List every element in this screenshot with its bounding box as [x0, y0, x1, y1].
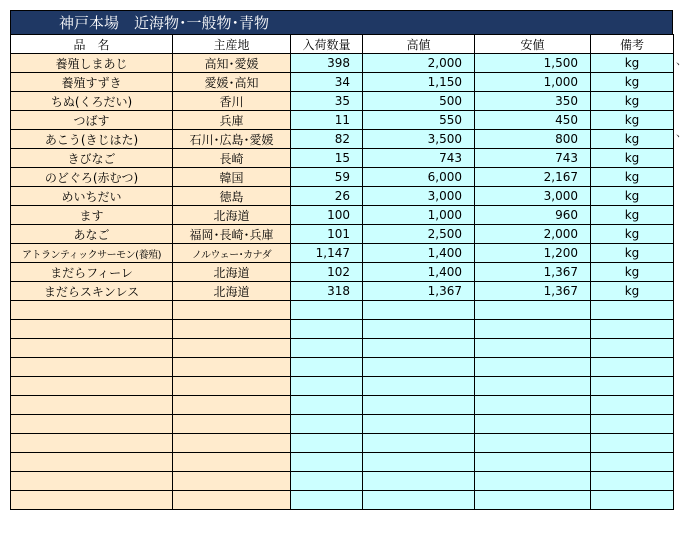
cell-name[interactable]: つばす — [11, 111, 173, 130]
cell-quantity[interactable]: 11 — [291, 111, 363, 130]
cell-name[interactable]: めいちだい — [11, 187, 173, 206]
empty-cell[interactable] — [363, 396, 475, 415]
empty-cell[interactable] — [173, 491, 291, 510]
cell-note[interactable]: kg — [591, 225, 674, 244]
empty-cell[interactable] — [363, 453, 475, 472]
cell-origin[interactable]: 北海道 — [173, 282, 291, 301]
empty-cell[interactable] — [591, 396, 674, 415]
empty-cell[interactable] — [475, 472, 591, 491]
empty-cell[interactable] — [173, 415, 291, 434]
empty-cell[interactable] — [363, 320, 475, 339]
cell-low-price[interactable]: 1,367 — [475, 263, 591, 282]
cell-name[interactable]: のどぐろ(赤むつ) — [11, 168, 173, 187]
cell-high-price[interactable]: 2,500 — [363, 225, 475, 244]
empty-row — [11, 396, 674, 415]
cell-origin[interactable]: 石川･広島･愛媛 — [173, 130, 291, 149]
empty-row — [11, 358, 674, 377]
cell-origin[interactable]: 高知･愛媛 — [173, 54, 291, 73]
cell-high-price[interactable]: 2,000 — [363, 54, 475, 73]
cell-quantity[interactable]: 34 — [291, 73, 363, 92]
empty-cell[interactable] — [475, 377, 591, 396]
cell-high-price[interactable]: 550 — [363, 111, 475, 130]
cell-quantity[interactable]: 35 — [291, 92, 363, 111]
header-row — [11, 35, 674, 54]
cell-origin[interactable]: 韓国 — [173, 168, 291, 187]
empty-cell[interactable] — [591, 491, 674, 510]
empty-cell[interactable] — [11, 339, 173, 358]
cell-high-price[interactable]: 1,000 — [363, 206, 475, 225]
cell-low-price[interactable]: 1,367 — [475, 282, 591, 301]
empty-cell[interactable] — [11, 415, 173, 434]
cell-low-price[interactable]: 960 — [475, 206, 591, 225]
cell-quantity[interactable]: 59 — [291, 168, 363, 187]
table-row — [11, 130, 674, 149]
empty-row — [11, 301, 674, 320]
cell-low-price[interactable]: 1,200 — [475, 244, 591, 263]
empty-row — [11, 491, 674, 510]
empty-cell[interactable] — [291, 358, 363, 377]
empty-row — [11, 320, 674, 339]
cell-quantity[interactable]: 102 — [291, 263, 363, 282]
empty-cell[interactable] — [11, 377, 173, 396]
empty-cell[interactable] — [363, 301, 475, 320]
empty-cell[interactable] — [363, 472, 475, 491]
cell-note[interactable]: kg — [591, 206, 674, 225]
cell-high-price[interactable]: 1,150 — [363, 73, 475, 92]
empty-cell[interactable] — [291, 339, 363, 358]
cell-name[interactable]: きびなご — [11, 149, 173, 168]
empty-row — [11, 377, 674, 396]
empty-cell[interactable] — [11, 301, 173, 320]
cell-note[interactable]: kg — [591, 92, 674, 111]
table-row — [11, 225, 674, 244]
cell-low-price[interactable]: 450 — [475, 111, 591, 130]
empty-cell[interactable] — [363, 377, 475, 396]
price-table — [10, 34, 674, 510]
empty-cell[interactable] — [363, 358, 475, 377]
empty-cell[interactable] — [291, 301, 363, 320]
empty-cell[interactable] — [475, 358, 591, 377]
empty-cell[interactable] — [591, 415, 674, 434]
empty-cell[interactable] — [173, 396, 291, 415]
empty-cell[interactable] — [591, 339, 674, 358]
table-row — [11, 92, 674, 111]
empty-cell[interactable] — [363, 415, 475, 434]
cell-high-price[interactable]: 1,400 — [363, 244, 475, 263]
cell-name[interactable]: 養殖しまあじ — [11, 54, 173, 73]
cell-name[interactable]: あこう(きじはた) — [11, 130, 173, 149]
cell-name[interactable]: ちぬ(くろだい) — [11, 92, 173, 111]
cell-note[interactable]: kg — [591, 187, 674, 206]
cell-origin[interactable]: 長崎 — [173, 149, 291, 168]
table-row — [11, 244, 674, 263]
empty-cell[interactable] — [475, 396, 591, 415]
cell-low-price[interactable]: 1,500 — [475, 54, 591, 73]
empty-cell[interactable] — [173, 434, 291, 453]
cell-quantity[interactable]: 15 — [291, 149, 363, 168]
empty-cell[interactable] — [363, 434, 475, 453]
table-row — [11, 54, 674, 73]
empty-cell[interactable] — [363, 491, 475, 510]
cell-high-price[interactable]: 500 — [363, 92, 475, 111]
empty-cell[interactable] — [11, 396, 173, 415]
empty-cell[interactable] — [291, 491, 363, 510]
cell-high-price[interactable]: 1,367 — [363, 282, 475, 301]
empty-cell[interactable] — [173, 472, 291, 491]
empty-cell[interactable] — [475, 320, 591, 339]
empty-cell[interactable] — [291, 377, 363, 396]
cell-name[interactable]: まだらスキンレス — [11, 282, 173, 301]
cell-name[interactable]: 養殖すずき — [11, 73, 173, 92]
header-name[interactable]: 品 名 — [11, 35, 173, 54]
cell-note[interactable]: kg — [591, 263, 674, 282]
empty-cell[interactable] — [475, 339, 591, 358]
cell-note[interactable]: kg — [591, 73, 674, 92]
empty-row — [11, 339, 674, 358]
header-origin[interactable]: 主産地 — [173, 35, 291, 54]
table-row — [11, 149, 674, 168]
empty-cell[interactable] — [291, 453, 363, 472]
empty-cell[interactable] — [291, 415, 363, 434]
empty-cell[interactable] — [11, 434, 173, 453]
cell-quantity[interactable]: 398 — [291, 54, 363, 73]
cell-low-price[interactable]: 743 — [475, 149, 591, 168]
cell-name[interactable]: アトランティックサーモン(養殖) — [11, 244, 173, 263]
empty-cell[interactable] — [591, 301, 674, 320]
table-row — [11, 73, 674, 92]
empty-cell[interactable] — [11, 491, 173, 510]
cell-quantity[interactable]: 100 — [291, 206, 363, 225]
table-row — [11, 187, 674, 206]
cell-origin[interactable]: 徳島 — [173, 187, 291, 206]
header-low-price[interactable]: 安値 — [475, 35, 591, 54]
cell-note[interactable]: kg — [591, 130, 674, 149]
empty-cell[interactable] — [11, 358, 173, 377]
table-row — [11, 168, 674, 187]
empty-cell[interactable] — [11, 320, 173, 339]
price-sheet — [10, 10, 673, 510]
empty-cell[interactable] — [291, 434, 363, 453]
empty-cell[interactable] — [173, 320, 291, 339]
side-mark: 、 — [676, 126, 687, 139]
cell-low-price[interactable]: 1,000 — [475, 73, 591, 92]
cell-quantity[interactable]: 82 — [291, 130, 363, 149]
cell-low-price[interactable]: 350 — [475, 92, 591, 111]
empty-cell[interactable] — [591, 377, 674, 396]
cell-origin[interactable]: 香川 — [173, 92, 291, 111]
header-note[interactable]: 備考 — [591, 35, 674, 54]
table-row — [11, 282, 674, 301]
cell-name[interactable]: あなご — [11, 225, 173, 244]
empty-row — [11, 472, 674, 491]
empty-cell[interactable] — [291, 396, 363, 415]
cell-origin[interactable]: 福岡･長崎･兵庫 — [173, 225, 291, 244]
table-row — [11, 111, 674, 130]
empty-cell[interactable] — [591, 320, 674, 339]
cell-high-price[interactable]: 3,000 — [363, 187, 475, 206]
cell-origin[interactable]: 愛媛･高知 — [173, 73, 291, 92]
empty-cell[interactable] — [173, 301, 291, 320]
empty-cell[interactable] — [475, 301, 591, 320]
empty-cell[interactable] — [475, 453, 591, 472]
empty-cell[interactable] — [11, 453, 173, 472]
table-row — [11, 206, 674, 225]
empty-cell[interactable] — [591, 472, 674, 491]
cell-origin[interactable]: 北海道 — [173, 263, 291, 282]
empty-cell[interactable] — [591, 453, 674, 472]
cell-quantity[interactable]: 1,147 — [291, 244, 363, 263]
empty-cell[interactable] — [173, 339, 291, 358]
empty-cell[interactable] — [475, 415, 591, 434]
cell-note[interactable]: kg — [591, 282, 674, 301]
cell-quantity[interactable]: 101 — [291, 225, 363, 244]
sheet-title: 神戸本場 近海物･一般物･青物 — [10, 10, 673, 34]
cell-note[interactable]: kg — [591, 54, 674, 73]
cell-quantity[interactable]: 26 — [291, 187, 363, 206]
empty-cell[interactable] — [173, 377, 291, 396]
cell-origin[interactable]: 北海道 — [173, 206, 291, 225]
empty-row — [11, 434, 674, 453]
empty-row — [11, 415, 674, 434]
empty-cell[interactable] — [11, 472, 173, 491]
cell-low-price[interactable]: 2,167 — [475, 168, 591, 187]
empty-cell[interactable] — [363, 339, 475, 358]
cell-high-price[interactable]: 743 — [363, 149, 475, 168]
cell-origin[interactable]: ノルウェー･カナダ — [173, 244, 291, 263]
cell-low-price[interactable]: 2,000 — [475, 225, 591, 244]
cell-note[interactable]: kg — [591, 111, 674, 130]
empty-cell[interactable] — [173, 358, 291, 377]
empty-cell[interactable] — [173, 453, 291, 472]
cell-high-price[interactable]: 6,000 — [363, 168, 475, 187]
cell-origin[interactable]: 兵庫 — [173, 111, 291, 130]
cell-low-price[interactable]: 3,000 — [475, 187, 591, 206]
cell-high-price[interactable]: 3,500 — [363, 130, 475, 149]
header-high-price[interactable]: 高値 — [363, 35, 475, 54]
empty-cell[interactable] — [475, 491, 591, 510]
cell-low-price[interactable]: 800 — [475, 130, 591, 149]
cell-note[interactable]: kg — [591, 244, 674, 263]
cell-high-price[interactable]: 1,400 — [363, 263, 475, 282]
empty-cell[interactable] — [475, 434, 591, 453]
header-quantity[interactable]: 入荷数量 — [291, 35, 363, 54]
cell-note[interactable]: kg — [591, 149, 674, 168]
cell-note[interactable]: kg — [591, 168, 674, 187]
empty-cell[interactable] — [591, 358, 674, 377]
side-mark: 、 — [676, 54, 687, 67]
cell-name[interactable]: まだらフィーレ — [11, 263, 173, 282]
cell-quantity[interactable]: 318 — [291, 282, 363, 301]
cell-name[interactable]: ます — [11, 206, 173, 225]
empty-cell[interactable] — [291, 472, 363, 491]
table-row — [11, 263, 674, 282]
empty-cell[interactable] — [591, 434, 674, 453]
empty-cell[interactable] — [291, 320, 363, 339]
empty-row — [11, 453, 674, 472]
